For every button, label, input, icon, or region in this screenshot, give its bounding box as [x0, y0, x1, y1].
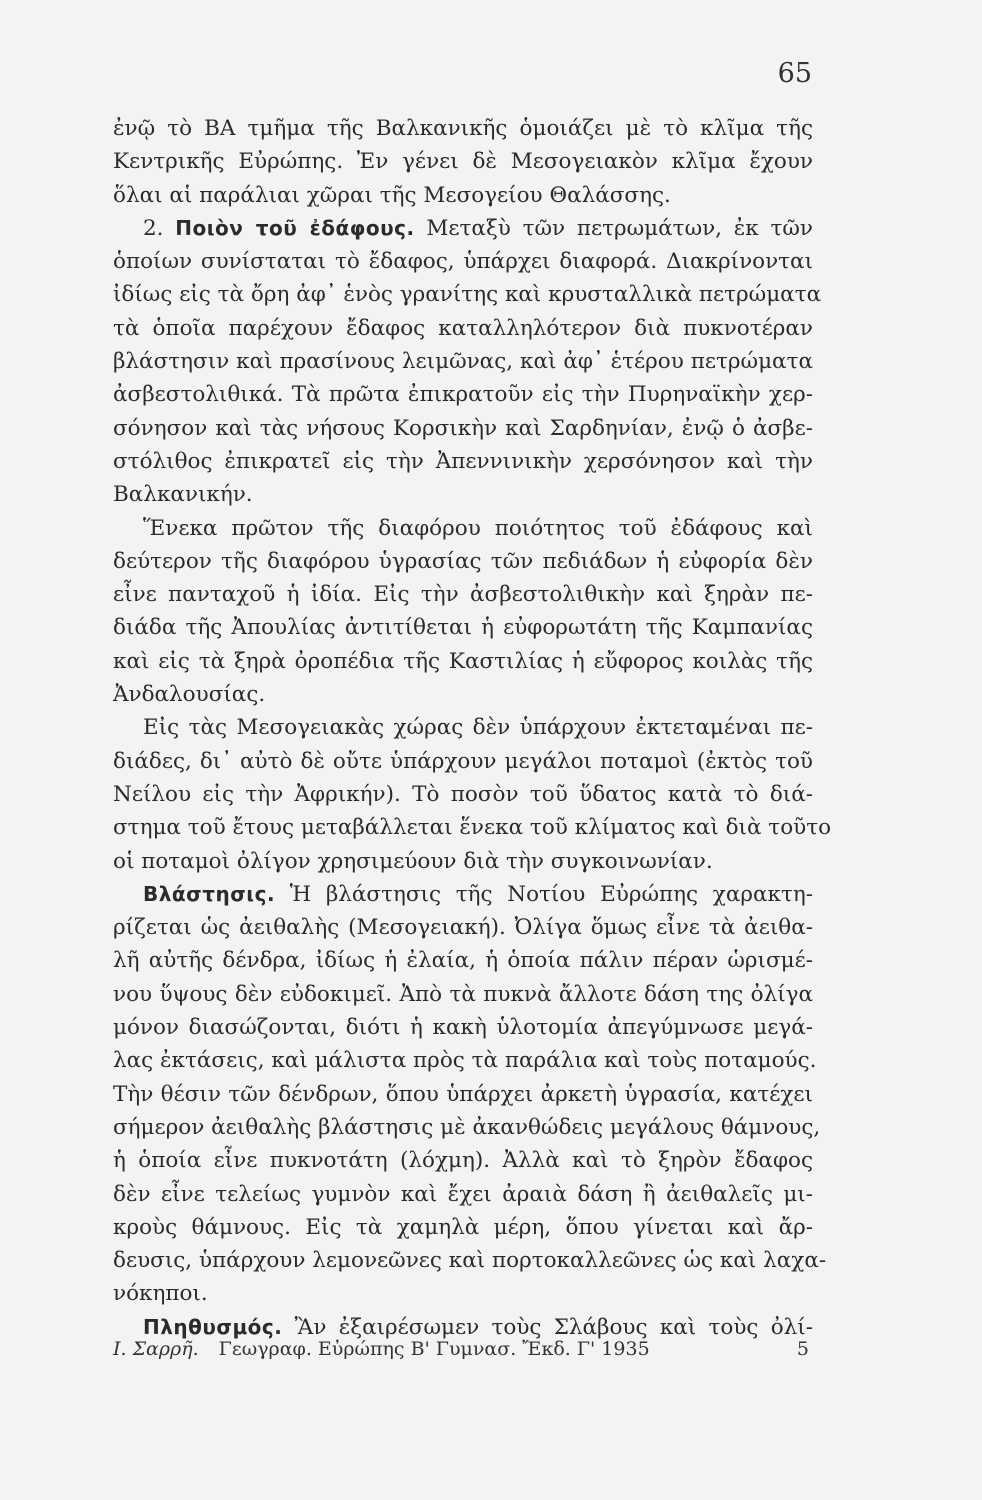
text-line: Ἡ βλάστησις τῆς Νοτίου Εὐρώπης χαρακτη- — [289, 881, 813, 907]
text-line: Κεντρικῆς Εὐρώπης. Ἐν γένει δὲ Μεσογειακὸν κλῖμα ἔχουν — [113, 149, 813, 175]
text-line: Τὴν θέσιν τῶν δένδρων, ὅπου ὑπάρχει ἀρκετὴ ὑγρασία, κατέχει — [113, 1081, 813, 1107]
text-line: σόνησον καὶ τὰς νήσους Κορσικὴν καὶ Σαρδηνίαν, ἐνῷ ὁ ἀσβε- — [113, 415, 813, 441]
text-line: ἐνῷ τὸ ΒΑ τμῆμα τῆς Βαλκανικῆς ὁμοιάζει μὲ τὸ κλῖμα τῆς — [113, 116, 813, 141]
text-line: ρίζεται ὡς ἀειθαλὴς (Μεσογειακή). Ὀλίγα ὅμως εἶνε τὰ ἀειθα- — [113, 915, 813, 941]
section-line-soil — [113, 212, 813, 245]
page-footer — [113, 1338, 809, 1360]
section-line-vegetation — [113, 878, 813, 911]
section-heading-population: Πληθυσμός. — [143, 1314, 283, 1339]
text-line: βλάστησιν καὶ πρασίνους λειμῶνας, καὶ ἀφ᾿ ἑτέρου πετρώματα — [113, 349, 813, 375]
text-line: διάδες, δι᾿ αὐτὸ δὲ οὔτε ὑπάρχουν μεγάλοι ποταμοὶ (ἐκτὸς τοῦ — [113, 748, 813, 774]
text-line: ὅλαι αἱ παράλιαι χῶραι τῆς Μεσογείου Θαλάσσης. — [113, 182, 671, 208]
text-line: στόλιθος ἐπικρατεῖ εἰς τὴν Ἀπεννινικὴν χερσόνησον καὶ τὴν — [113, 448, 813, 474]
text-line: καὶ εἰς τὰ ξηρὰ ὀροπέδια τῆς Καστιλίας ἡ εὔφορος κοιλὰς τῆς — [113, 648, 813, 674]
page-number: 65 — [777, 58, 812, 89]
text-line: ἡ ὁποία εἶνε πυκνοτάτη (λόχμη). Ἀλλὰ καὶ τὸ ξηρὸν ἔδαφος — [113, 1148, 813, 1174]
text-line: σήμερον ἀειθαλὴς βλάστησις μὲ ἀκανθώδεις μεγάλους θάμνους, — [113, 1114, 821, 1140]
text-line: εἶνε πανταχοῦ ἡ ἰδία. Εἰς τὴν ἀσβεστολιθικὴν καὶ ξηρὰν πε- — [113, 582, 813, 608]
text-line: Βαλκανικήν. — [113, 482, 253, 508]
text-line: λῆ αὐτῆς δένδρα, ἰδίως ἡ ἐλαία, ἡ ὁποία πάλιν πέραν ὡρισμέ- — [113, 948, 813, 974]
text-line: Εἰς τὰς Μεσογειακὰς χώρας δὲν ὑπάρχουν ἐκτεταμέναι πε- — [143, 715, 813, 741]
text-line: οἱ ποταμοὶ ὀλίγον χρησιμεύουν διὰ τὴν συγκοινωνίαν. — [113, 848, 713, 874]
text-line: κροὺς θάμνους. Εἰς τὰ χαμηλὰ μέρη, ὅπου γίνεται καὶ ἄρ- — [113, 1214, 813, 1240]
text-line: διάδα τῆς Ἀπουλίας ἀντιτίθεται ἡ εὐφορωτάτη τῆς Καμπανίας — [113, 615, 813, 641]
section-number: 2. — [143, 215, 164, 241]
text-line: Ἕνεκα πρῶτον τῆς διαφόρου ποιότητος τοῦ ἐδάφους καὶ — [143, 515, 813, 541]
body-text — [113, 112, 832, 1344]
text-line: Ἂν ἐξαιρέσωμεν τοὺς Σλάβους καὶ τοὺς ὀλί- — [294, 1314, 813, 1340]
section-heading-soil: Ποιὸν τοῦ ἐδάφους. — [175, 215, 415, 240]
text-line: μόνον διασώζονται, διότι ἡ κακὴ ὑλοτομία ἀπεγύμνωσε μεγά- — [113, 1015, 813, 1041]
footer-book-title: Γεωγραφ. Εὐρώπης Β' Γυμνασ. Ἔκδ. Γ' 1935 — [218, 1338, 650, 1360]
text-line: ἰδίως εἰς τὰ ὄρη ἀφ᾿ ἑνὸς γρανίτης καὶ κρυσταλλικὰ πετρώματα — [113, 282, 822, 308]
text-line: στημα τοῦ ἔτους μεταβάλλεται ἕνεκα τοῦ κλίματος καὶ διὰ τοῦτο — [113, 815, 832, 841]
text-line: τὰ ὁποῖα παρέχουν ἔδαφος καταλληλότερον διὰ πυκνοτέραν — [113, 315, 813, 341]
text-line: νόκηποι. — [113, 1281, 208, 1307]
section-heading-vegetation: Βλάστησις. — [143, 881, 276, 906]
text-line: δεύτερον τῆς διαφόρου ὑγρασίας τῶν πεδιάδων ἡ εὐφορία δὲν — [113, 548, 813, 574]
text-line: Ἀνδαλουσίας. — [113, 682, 266, 708]
text-line: δὲν εἶνε τελείως γυμνὸν καὶ ἔχει ἀραιὰ δάση ἢ ἀειθαλεῖς μι- — [113, 1181, 813, 1207]
text-line: λας ἐκτάσεις, καὶ μάλιστα πρὸς τὰ παράλια καὶ τοὺς ποταμούς. — [113, 1048, 817, 1074]
footer-signature-mark: 5 — [796, 1338, 809, 1360]
footer-left — [113, 1338, 664, 1360]
text-line: Νείλου εἰς τὴν Ἀφρικήν). Τὸ ποσὸν τοῦ ὕδατος κατὰ τὸ διά- — [113, 781, 813, 807]
text-line: ἀσβεστολιθικά. Τὰ πρῶτα ἐπικρατοῦν εἰς τὴν Πυρηναϊκὴν χερ- — [113, 382, 813, 408]
text-line: ὁποίων συνίσταται τὸ ἔδαφος, ὑπάρχει διαφορά. Διακρίνονται — [113, 249, 813, 275]
text-line: δευσις, ὑπάρχουν λεμονεῶνες καὶ πορτοκαλλεῶνες ὡς καὶ λαχα- — [113, 1248, 827, 1274]
footer-author: Ι. Σαρρῆ. — [113, 1338, 199, 1360]
text-line: νου ὕψους δὲν εὐδοκιμεῖ. Ἀπὸ τὰ πυκνὰ ἄλλοτε δάση της ὀλίγα — [113, 981, 813, 1007]
text-line: Μεταξὺ τῶν πετρωμάτων, ἐκ τῶν — [426, 215, 813, 241]
